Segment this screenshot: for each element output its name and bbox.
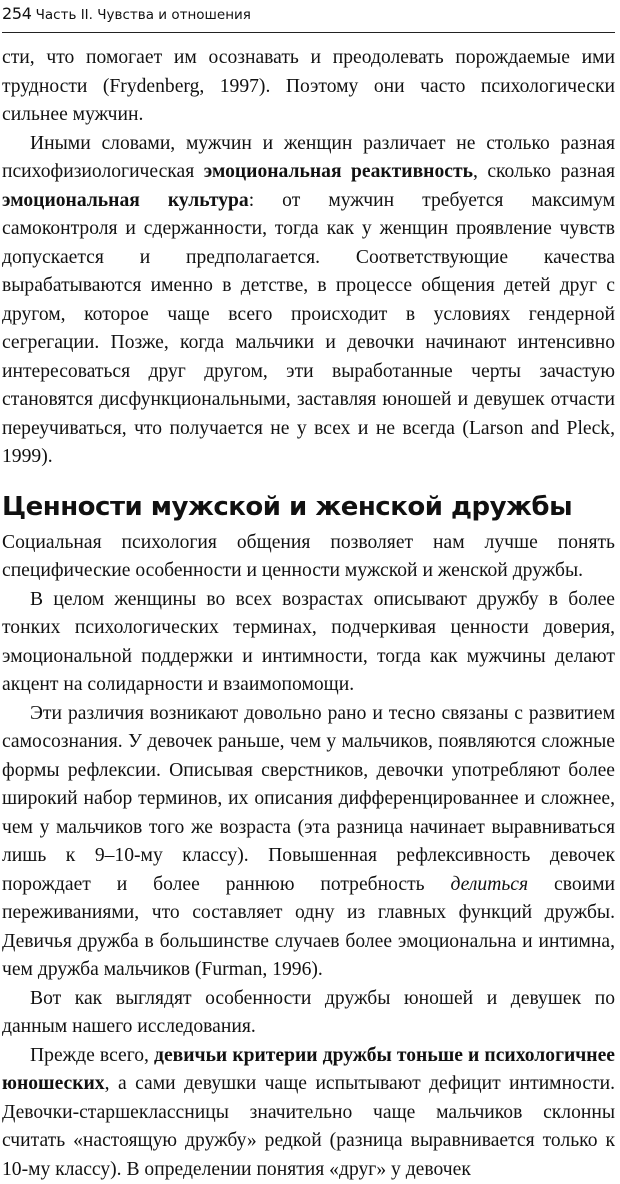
text-run: В целом женщины во всех возрастах описывают дружбу в более тонких психологических терминах, подчеркивая ценности доверия, эмоциональной поддержки и интимности, тогда как мужчины делают акцент на солидарности и взаимопомощи. — [2, 589, 615, 696]
paragraph-p7 — [2, 1042, 615, 1184]
part-title: Часть II. Чувства и отношения — [36, 7, 251, 23]
bold-term: эмоциональная культура — [2, 190, 249, 211]
text-run: Вот как выглядят особенности дружбы юношей и девушек по данным нашего исследования. — [2, 988, 615, 1038]
text-run: Иными словами, мужчин и женщин различает не столько разная психофизиологическая — [2, 133, 615, 183]
paragraph-p6 — [2, 985, 615, 1042]
text-run: Социальная психология общения позволяет нам лучше понять специфические особенности и ценности мужской и женской дружбы. — [2, 532, 615, 582]
page-number: 254 — [2, 4, 32, 23]
section-heading: Ценности мужской и женской дружбы — [2, 491, 615, 523]
paragraph-p2 — [2, 130, 615, 472]
text-run: : от мужчин требуется максимум самоконтроля и сдержанности, тогда как у женщин проявление чувств допускается и предполагается. Соответствующие качества вырабатываются именно в детстве, в процессе общения детей друг с другом, которое чаще всего происходит в условиях гендерной сегрегации. Позже, когда мальчики и девочки начинают интенсивно интересоваться друг другом, эти выработанные черты зачастую становятся дисфункциональными, заставляя юношей и девушек отчасти переучиваться, что получается не у всех и не всегда (Larson and Pleck, 1999). — [2, 190, 615, 468]
body-text — [2, 44, 615, 1184]
text-run: , а сами девушки чаще испытывают дефицит интимности. Девочки-старшеклассницы значительно чаще мальчиков склонны считать «настоящую дружбу» редкой (разница выравнивается только к 10-му классу). В определении понятия «друг» у девочек — [2, 1073, 615, 1180]
text-run: сти, что помогает им осознавать и преодолевать порождаемые ими трудности (Frydenberg, 1997). Поэтому они часто психологически сильнее мужчин. — [2, 47, 615, 125]
text-run: , сколько разная — [473, 161, 615, 182]
running-head — [2, 2, 615, 33]
paragraphs-before-heading — [2, 44, 615, 472]
italic-term: делиться — [451, 874, 529, 895]
bold-term: девичьи критерии дружбы тоньше и психологичнее юношеских — [2, 1045, 615, 1095]
paragraph-p4 — [2, 586, 615, 700]
text-run: своими переживаниями, что составляет одну из главных функций дружбы. Девичья дружба в большинстве случаев более эмоциональна и интимна, чем дружба мальчиков (Furman, 1996). — [2, 874, 615, 981]
paragraphs-after-heading — [2, 529, 615, 1184]
text-run: Прежде всего, — [30, 1045, 154, 1066]
text-run: Эти различия возникают довольно рано и тесно связаны с развитием самосознания. У девочек раньше, чем у мальчиков, появляются сложные формы рефлексии. Описывая сверстников, девочки употребляют более широкий набор терминов, их описания дифференцированнее и сложнее, чем у мальчиков того же возраста (эта разница начинает выравниваться лишь к 9–10-му классу). Повышенная рефлексивность девочек порождает и более раннюю потребность — [2, 703, 615, 895]
paragraph-p1 — [2, 44, 615, 130]
paragraph-p3 — [2, 529, 615, 586]
bold-term: эмоциональная реактивность — [204, 161, 473, 182]
paragraph-p5 — [2, 700, 615, 985]
